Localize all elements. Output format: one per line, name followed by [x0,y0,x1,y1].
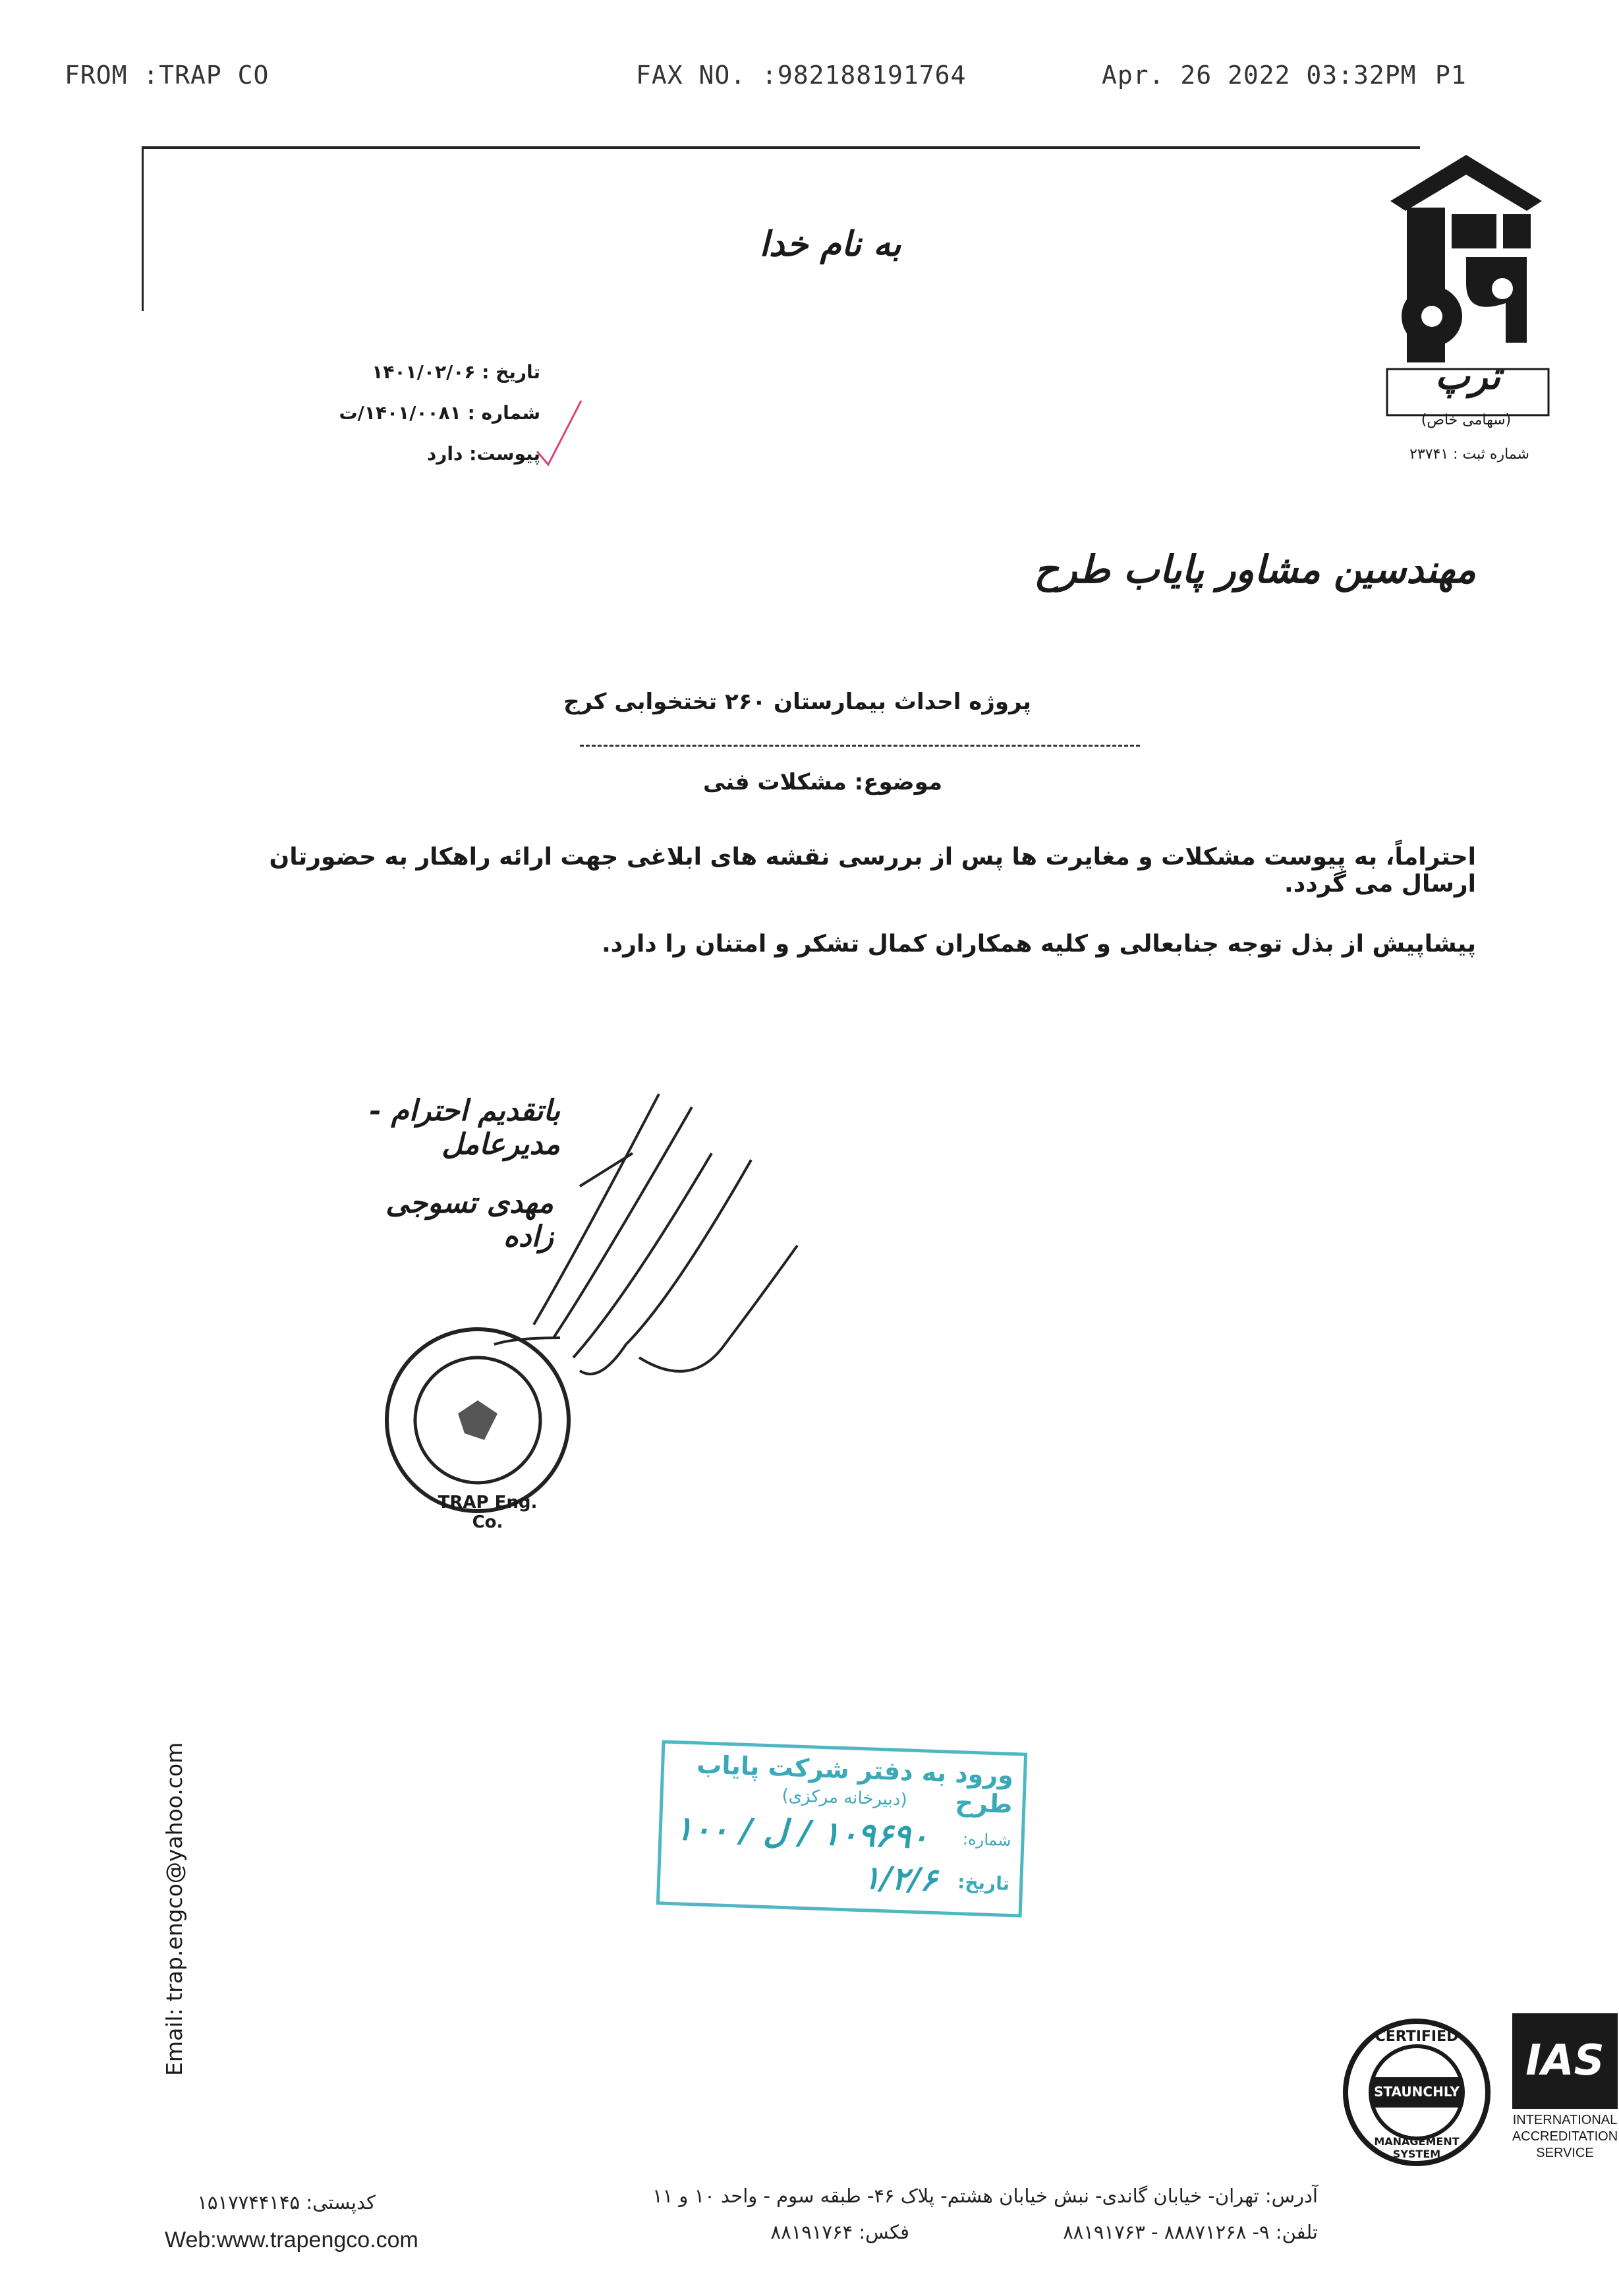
body-paragraph-1: احتراماً، به پیوست مشکلات و مغایرت ها پس از بررسی نقشه های ابلاغی جهت ارائه راهکار به حضورتان ارسال می گردد. [269,844,1476,898]
company-seal [379,1321,577,1519]
ias-caption-line2: ACCREDITATION [1512,2129,1618,2144]
trap-logo-icon [1367,152,1565,481]
footer-phone: تلفن: ۹- ۸۸۸۷۱۲۶۸ - ۸۸۱۹۱۷۶۳ [1063,2221,1318,2243]
footer-address: آدرس: تهران- خیابان گاندی- نبش خیابان هشتم- پلاک ۴۶- طبقه سوم - واحد ۱۰ و ۱۱ [652,2185,1318,2207]
signer-name: مهدی تسوجی زاده [385,1186,554,1253]
dashed-divider [580,745,1140,747]
fax-datetime: Apr. 26 2022 03:32PM [1102,61,1417,90]
stamp-subtitle: (دبیرخانه مرکزی) [781,1785,908,1810]
seal-text: TRAP Eng. Co. [438,1493,538,1532]
fax-page: P1 [1435,61,1467,90]
stamp-title: ورود به دفتر شرکت پایاب طرح [696,1750,1014,1820]
logo-registration: شماره ثبت : ۲۳۷۴۱ [1409,446,1529,463]
project-title: پروژه احداث بیمارستان ۲۶۰ تختخوابی کرج [563,689,1031,715]
footer-postal-code: کدپستی: ۱۵۱۷۷۴۴۱۴۵ [197,2191,376,2214]
fax-number: FAX NO. :982188191764 [636,61,967,90]
letterhead-rule-top [142,146,1420,149]
footer-web: Web:www.trapengco.com [165,2227,418,2253]
ias-caption-line3: SERVICE [1536,2146,1594,2160]
logo-name: ترپ [1434,355,1501,398]
stamp-number-value: ۱۰۹۶۹۰ / ل / ۱۰۰ [674,1808,929,1856]
stamp-date-value: ۱/۲/۶ [863,1859,938,1899]
fax-from: FROM :TRAP CO [65,61,270,90]
certified-badge-bottom: MANAGEMENT SYSTEM [1374,2135,1460,2160]
letter-attachment: پیوست: دارد [426,443,540,465]
checkmark-icon [534,395,586,468]
recipient: مهندسین مشاور پایاب طرح [1034,547,1476,592]
bismillah: به نام خدا [759,224,901,264]
certified-badge-top: CERTIFIED [1375,2028,1459,2045]
certified-badge-middle: STAUNCHLY [1374,2084,1460,2100]
letter-number: شماره : ۱۴۰۱/۰۰۸۱/ت [339,402,540,424]
ias-caption-line1: INTERNATIONAL [1512,2113,1618,2127]
company-logo [1367,152,1565,481]
logo-company-type: (سهامی خاص) [1421,412,1512,428]
seal-icon [379,1321,577,1519]
letter-date: تاریخ : ۱۴۰۱/۰۲/۰۶ [372,361,540,383]
subject-line: موضوع: مشکلات فنی [703,769,942,795]
ias-logo-text: IAS [1525,2036,1605,2085]
certified-badge [1341,2017,1492,2168]
body-paragraph-2: پیشاپیش از بذل توجه جنابعالی و کلیه همکاران کمال تشکر و امتنان را دارد. [602,931,1476,958]
sidebar-email: Email: trap.engco@yahoo.com [161,1742,187,2076]
footer-fax: فکس: ۸۸۱۹۱۷۶۴ [770,2221,909,2243]
ias-logo [1512,2013,1618,2109]
ias-caption [1509,2112,1619,2162]
letterhead-rule-left [142,146,144,311]
closing-regards: باتقدیم احترام - مدیرعامل [368,1094,560,1161]
stamp-number-label: شماره: [962,1829,1012,1850]
receipt-stamp [656,1740,1027,1917]
stamp-date-label: تاریخ: [957,1871,1010,1895]
